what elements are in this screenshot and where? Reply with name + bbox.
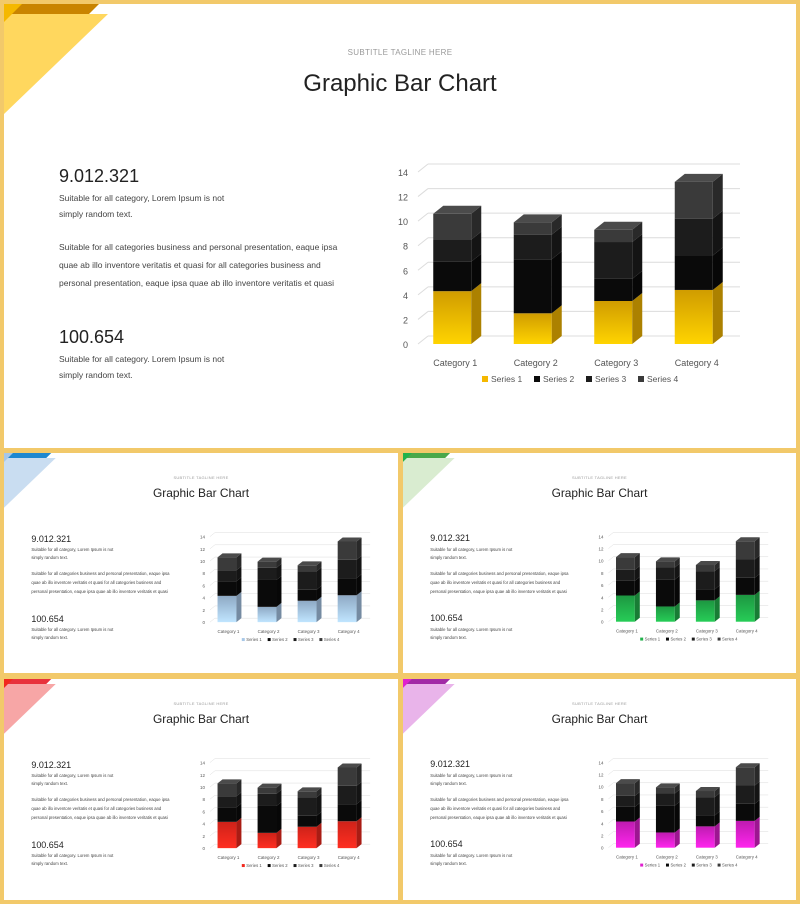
legend-label: Series 4 (647, 374, 679, 384)
x-tick-label: Category 3 (695, 628, 718, 634)
stat-caption-line-1: Suitable for all category, Lorem Ipsum is not (31, 773, 114, 779)
gridline-14 (608, 532, 768, 536)
slide-title: Graphic Bar Chart (303, 70, 497, 97)
x-tick-label: Category 4 (337, 629, 360, 635)
legend-entry (268, 863, 289, 868)
description-line-3: personal presentation, eaque ipsa quae ab illo inventore veritatis et quasi (31, 815, 168, 821)
subtitle-tagline: SUBTITLE TAGLINE HERE (173, 700, 229, 706)
description-line-2: quae ab illo inventore veritatis et quasi for all categories business and (31, 806, 162, 812)
x-tick-label: Category 2 (655, 854, 678, 860)
description-line-1: Suitable for all categories business and personal presentation, eaque ipsa (59, 242, 338, 252)
y-tick-label: 0 (202, 620, 205, 626)
legend-label: Series 4 (323, 863, 340, 869)
legend-label: Series 1 (644, 862, 661, 868)
legend-entry (666, 637, 687, 642)
bar-segment (338, 817, 362, 848)
y-tick-label: 2 (202, 607, 205, 613)
stat-secondary-caption-line-2: simply random text. (31, 635, 68, 641)
legend-entry (534, 374, 574, 384)
description-line-3: personal presentation, eaque ipsa quae ab illo inventore veritatis et quasi (430, 588, 567, 594)
stat-value-secondary: 100.654 (430, 839, 463, 850)
x-tick-label: Category 2 (513, 358, 558, 368)
subtitle-tagline: SUBTITLE TAGLINE HERE (572, 700, 627, 706)
legend-label: Series 2 (272, 637, 288, 643)
stacked-bar-chart (4, 453, 398, 673)
slide-2[interactable] (4, 453, 398, 673)
x-tick-label: Category 1 (615, 628, 638, 634)
legend-entry (692, 637, 713, 642)
y-tick-label: 8 (600, 796, 604, 802)
bar-segment (616, 592, 640, 622)
y-tick-label: 2 (402, 315, 408, 326)
description-line-1: Suitable for all categories business and personal presentation, eaque ipsa (31, 797, 170, 803)
legend-label: Series 3 (595, 374, 627, 384)
y-tick-label: 8 (202, 797, 205, 803)
y-tick-label: 8 (202, 571, 205, 577)
legend-label: Series 2 (272, 863, 288, 869)
stat-secondary-caption-line-2: simply random text. (430, 634, 467, 640)
bar-segment (258, 802, 282, 833)
x-tick-label: Category 4 (337, 855, 360, 861)
legend-label: Series 1 (491, 374, 523, 384)
stat-value-secondary: 100.654 (31, 613, 64, 624)
y-tick-label: 8 (402, 241, 408, 252)
legend-label: Series 3 (696, 636, 712, 642)
bar-segment (218, 779, 242, 796)
y-tick-label: 14 (598, 534, 604, 540)
legend-entry (242, 863, 263, 868)
y-tick-label: 14 (199, 760, 205, 766)
stat-caption-line-1: Suitable for all category, Lorem Ipsum is not (59, 193, 225, 203)
legend-entry (319, 863, 340, 868)
legend-label: Series 4 (722, 636, 738, 642)
y-tick-label: 14 (598, 760, 604, 766)
bar-segment (736, 537, 760, 559)
slide-title: Graphic Bar Chart (152, 485, 250, 500)
y-tick-label: 10 (598, 784, 604, 790)
y-tick-label: 12 (598, 546, 604, 552)
gridline-14 (210, 759, 370, 763)
y-tick-label: 4 (600, 595, 604, 601)
bar-segment (594, 222, 642, 242)
stat-caption-line-2: simply random text. (430, 780, 467, 786)
y-tick-label: 12 (598, 772, 604, 778)
bar-segment (338, 763, 362, 785)
legend-label: Series 2 (543, 374, 575, 384)
stat-secondary-caption-line-1: Suitable for all category. Lorem Ipsum is not (31, 627, 114, 633)
x-tick-label: Category 2 (257, 855, 280, 861)
y-tick-label: 2 (202, 833, 205, 839)
bar-segment (656, 557, 680, 567)
slide-4[interactable] (4, 679, 398, 900)
y-tick-label: 14 (397, 168, 408, 178)
stat-value-primary: 9.012.321 (59, 166, 140, 186)
y-tick-label: 0 (202, 846, 205, 852)
stacked-bar-chart (4, 4, 796, 448)
subtitle-tagline: SUBTITLE TAGLINE HERE (347, 48, 453, 57)
x-tick-label: Category 4 (735, 628, 758, 634)
description-line-3: personal presentation, eaque ipsa quae ab illo inventore veritatis et quasi (31, 589, 168, 595)
stat-value-secondary: 100.654 (31, 839, 64, 850)
description-line-2: quae ab illo inventore veritatis et quasi for all categories business and (430, 580, 561, 586)
stat-value-primary: 9.012.321 (430, 759, 470, 770)
y-tick-label: 12 (397, 192, 408, 203)
description-line-2: quae ab illo inventore veritatis et quasi for all categories business and (430, 806, 561, 812)
bar-segment (736, 591, 760, 622)
bar-segment (736, 817, 760, 848)
stat-caption-line-1: Suitable for all category, Lorem Ipsum is not (430, 772, 513, 778)
y-tick-label: 10 (397, 217, 408, 228)
description-line-1: Suitable for all categories business and personal presentation, eaque ipsa (31, 571, 170, 577)
stat-secondary-caption-line-2: simply random text. (31, 861, 68, 867)
stat-value-primary: 9.012.321 (31, 759, 72, 770)
stat-caption-line-2: simply random text. (31, 780, 68, 786)
stat-caption-line-1: Suitable for all category, Lorem Ipsum is not (430, 546, 513, 552)
stat-value-secondary: 100.654 (430, 613, 463, 624)
x-tick-label: Category 3 (695, 854, 718, 860)
stat-caption-line-2: simply random text. (59, 209, 133, 219)
legend-entry (692, 863, 713, 868)
y-tick-label: 0 (402, 340, 408, 350)
stat-secondary-caption-line-2: simply random text. (430, 860, 467, 866)
description-line-1: Suitable for all categories business and personal presentation, eaque ipsa (430, 571, 569, 577)
bar-segment (675, 174, 723, 219)
y-tick-label: 2 (600, 607, 604, 613)
legend-entry (586, 374, 626, 384)
legend-label: Series 2 (670, 636, 686, 642)
bar-segment (736, 763, 760, 785)
stat-secondary-caption-line-2: simply random text. (59, 370, 133, 380)
y-tick-label: 4 (402, 290, 408, 301)
legend-entry (718, 637, 739, 642)
stat-caption-line-2: simply random text. (430, 554, 467, 560)
slide-title: Graphic Bar Chart (551, 485, 648, 500)
x-tick-label: Category 1 (433, 358, 478, 368)
x-tick-label: Category 2 (257, 629, 280, 635)
bar-segment (696, 561, 720, 571)
bar-segment (616, 553, 640, 570)
y-tick-label: 6 (600, 583, 604, 589)
legend-entry (666, 863, 687, 868)
stat-value-secondary: 100.654 (59, 327, 125, 347)
x-tick-label: Category 1 (217, 855, 240, 861)
legend-entry (638, 374, 678, 384)
stat-caption-line-1: Suitable for all category, Lorem Ipsum is not (31, 547, 114, 553)
legend-label: Series 3 (298, 637, 314, 643)
y-tick-label: 8 (600, 570, 604, 576)
bar-segment (433, 206, 481, 240)
gridline-14 (210, 533, 370, 537)
description-line-3: personal presentation, eaque ipsa quae ab illo inventore veritatis et quasi (59, 278, 335, 288)
bar-segment (338, 591, 362, 622)
bar-segment (218, 592, 242, 622)
legend-entry (482, 374, 522, 384)
y-tick-label: 0 (600, 619, 604, 625)
description-line-2: quae ab illo inventore veritatis et quasi for all categories business and (59, 260, 321, 270)
bar-segment (656, 576, 680, 607)
legend-entry (718, 863, 739, 868)
x-tick-label: Category 3 (594, 358, 639, 368)
stat-secondary-caption-line-1: Suitable for all category. Lorem Ipsum is not (430, 626, 513, 632)
y-tick-label: 2 (600, 833, 604, 839)
stacked-bar-chart (403, 453, 796, 673)
bar-segment (616, 818, 640, 848)
stacked-bar-chart (4, 679, 398, 900)
bar-segment (433, 283, 481, 344)
x-tick-label: Category 1 (615, 854, 638, 860)
y-tick-label: 4 (600, 821, 604, 827)
bar-segment (258, 784, 282, 794)
bar-segment (514, 214, 562, 234)
x-tick-label: Category 1 (217, 629, 240, 635)
bar-segment (338, 537, 362, 559)
legend-label: Series 3 (696, 862, 712, 868)
description-line-2: quae ab illo inventore veritatis et quasi for all categories business and (31, 580, 162, 586)
bar-segment (258, 558, 282, 568)
legend-entry (294, 637, 315, 642)
legend-entry (268, 637, 289, 642)
bar-segment (656, 802, 680, 833)
bar-segment (258, 576, 282, 607)
y-tick-label: 0 (600, 845, 604, 851)
bar-segment (298, 561, 322, 571)
y-tick-label: 10 (199, 559, 205, 565)
y-tick-label: 4 (202, 821, 205, 827)
stat-value-primary: 9.012.321 (31, 533, 72, 544)
stat-value-primary: 9.012.321 (430, 533, 470, 544)
bar-segment (218, 553, 242, 570)
y-tick-label: 6 (600, 809, 604, 815)
x-tick-label: Category 4 (735, 854, 758, 860)
gridline-14 (608, 758, 768, 762)
legend-entry (294, 863, 315, 868)
y-tick-label: 6 (202, 809, 205, 815)
bar-segment (298, 787, 322, 797)
legend-label: Series 3 (298, 863, 314, 869)
y-tick-label: 6 (402, 266, 408, 277)
stat-secondary-caption-line-1: Suitable for all category. Lorem Ipsum is not (31, 853, 114, 859)
bar-segment (616, 779, 640, 796)
legend-label: Series 4 (722, 862, 738, 868)
y-tick-label: 12 (199, 546, 205, 552)
stacked-bar-chart (403, 679, 796, 899)
bar-segment (675, 282, 723, 344)
y-tick-label: 14 (199, 534, 205, 540)
slide-1[interactable] (4, 4, 796, 448)
x-tick-label: Category 4 (674, 358, 719, 368)
stat-secondary-caption-line-1: Suitable for all category. Lorem Ipsum is not (59, 354, 225, 364)
slide-5[interactable] (403, 679, 796, 900)
bar-segment (696, 787, 720, 797)
legend-label: Series 4 (323, 637, 340, 643)
legend-label: Series 2 (670, 862, 686, 868)
slide-title: Graphic Bar Chart (152, 711, 250, 726)
legend-label: Series 1 (246, 637, 262, 643)
gridline-14 (418, 164, 740, 172)
bar-segment (656, 783, 680, 793)
legend-entry (319, 637, 340, 642)
description-line-1: Suitable for all categories business and personal presentation, eaque ipsa (430, 797, 569, 803)
stat-caption-line-2: simply random text. (31, 554, 68, 560)
bar-segment (514, 251, 562, 313)
bar-segment (218, 818, 242, 848)
description-line-3: personal presentation, eaque ipsa quae ab illo inventore veritatis et quasi (430, 814, 567, 820)
x-tick-label: Category 3 (297, 855, 320, 861)
y-tick-label: 10 (199, 785, 205, 791)
legend-label: Series 1 (246, 863, 262, 869)
slide-title: Graphic Bar Chart (551, 711, 648, 726)
x-tick-label: Category 2 (655, 628, 678, 634)
stat-secondary-caption-line-1: Suitable for all category. Lorem Ipsum is not (430, 852, 513, 858)
y-tick-label: 4 (202, 595, 205, 601)
slide-3[interactable] (403, 453, 796, 673)
subtitle-tagline: SUBTITLE TAGLINE HERE (572, 474, 627, 480)
legend-entry (242, 637, 263, 642)
legend-entry (640, 863, 661, 868)
legend-label: Series 1 (644, 636, 661, 642)
y-tick-label: 6 (202, 583, 205, 589)
x-tick-label: Category 3 (297, 629, 320, 635)
subtitle-tagline: SUBTITLE TAGLINE HERE (173, 474, 229, 480)
y-tick-label: 12 (199, 772, 205, 778)
y-tick-label: 10 (598, 558, 604, 564)
legend-entry (640, 637, 661, 642)
